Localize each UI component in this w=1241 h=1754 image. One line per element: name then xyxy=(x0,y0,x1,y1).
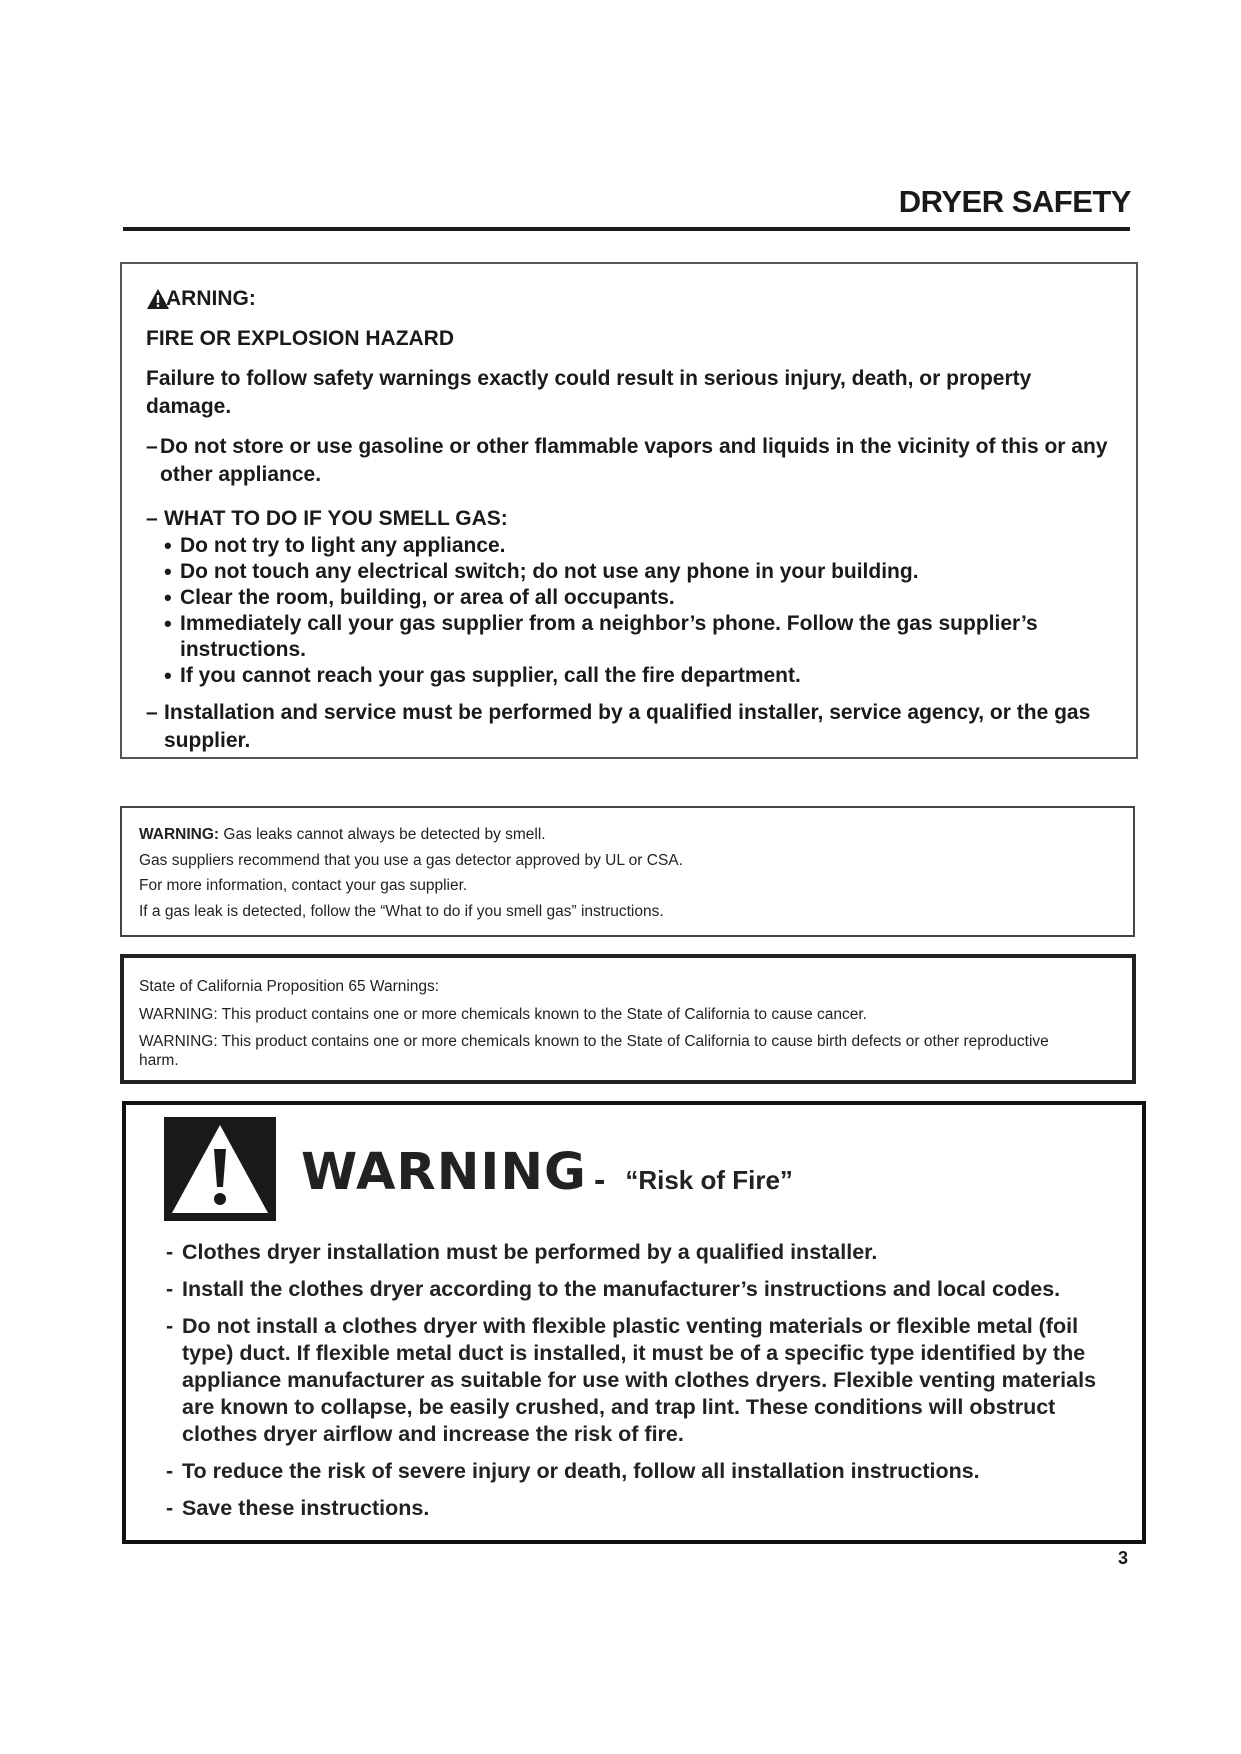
gas-warning-box xyxy=(120,262,1138,759)
prop65-box xyxy=(120,954,1136,1084)
list-item: - Clothes dryer installation must be performed by a qualified installer. xyxy=(166,1240,878,1264)
contact-line: For more information, contact your gas supplier. xyxy=(139,877,468,894)
warning-heading xyxy=(146,282,1116,316)
page-number: 3 xyxy=(1117,1548,1128,1568)
prop65-cancer-warning: WARNING: This product contains one or more chemicals known to the State of California to cause cancer. xyxy=(139,1006,867,1023)
list-item: • Clear the room, building, or area of all occupants. xyxy=(164,585,675,610)
detector-line: Gas suppliers recommend that you use a gas detector approved by UL or CSA. xyxy=(139,851,683,869)
hazard-item: – Do not store or use gasoline or other flammable vapors and liquids in the vicinity of this or any other appliance. xyxy=(146,435,1108,486)
gas-detector-box xyxy=(120,806,1135,937)
hazard-intro: Failure to follow safety warnings exactly could result in serious injury, death, or property damage. xyxy=(146,367,1032,418)
warning-triangle-icon xyxy=(164,1117,276,1221)
list-item: • Do not try to light any appliance. xyxy=(164,533,506,558)
fire-instructions-list xyxy=(166,1239,1122,1532)
list-item: • If you cannot reach your gas supplier, call the fire department. xyxy=(164,663,801,688)
leak-detected-line: If a gas leak is detected, follow the “What to do if you smell gas” instructions. xyxy=(139,902,664,920)
list-item: • Immediately call your gas supplier from a neighbor’s phone. Follow the gas supplier’s instructions. xyxy=(164,611,1038,661)
warning-label: ARNING: xyxy=(166,287,256,310)
hazard-title: FIRE OR EXPLOSION HAZARD xyxy=(146,327,455,350)
risk-of-fire-subtitle: - “Risk of Fire” xyxy=(594,1161,793,1199)
page-title: DRYER SAFETY xyxy=(898,184,1131,219)
smell-gas-heading: – WHAT TO DO IF YOU SMELL GAS: xyxy=(146,507,508,530)
list-item: - Save these instructions. xyxy=(166,1496,430,1520)
list-item: • Do not touch any electrical switch; do not use any phone in your building. xyxy=(164,559,919,584)
header-divider xyxy=(123,227,1130,231)
list-item: - Do not install a clothes dryer with flexible plastic venting materials or flexible metal (foil type) duct. If flexible metal duct is installed, it must be of a specific type identified by the appliance manufacturer as suitable for use with clothes dryers. Flexible venting materials are known to collapse, be easily crushed, and trap lint. These conditions will obstruct clothes dryer airflow and increase the risk of fire. xyxy=(166,1314,1097,1446)
list-item: - To reduce the risk of severe injury or death, follow all installation instructions. xyxy=(166,1459,980,1483)
prop65-birth-defects-warning: WARNING: This product contains one or more chemicals known to the State of California to cause birth defects or other reproductive harm. xyxy=(139,1033,1049,1069)
risk-of-fire-title: WARNING xyxy=(301,1143,587,1202)
prop65-title: State of California Proposition 65 Warnings: xyxy=(139,978,440,995)
smell-gas-list xyxy=(146,533,1116,689)
risk-of-fire-box xyxy=(122,1101,1146,1544)
installation-note: – Installation and service must be performed by a qualified installer, service agency, or the gas supplier. xyxy=(146,701,1091,752)
gas-leak-line: WARNING: Gas leaks cannot always be detected by smell. xyxy=(139,826,546,843)
list-item: - Install the clothes dryer according to the manufacturer’s instructions and local codes. xyxy=(166,1277,1061,1301)
